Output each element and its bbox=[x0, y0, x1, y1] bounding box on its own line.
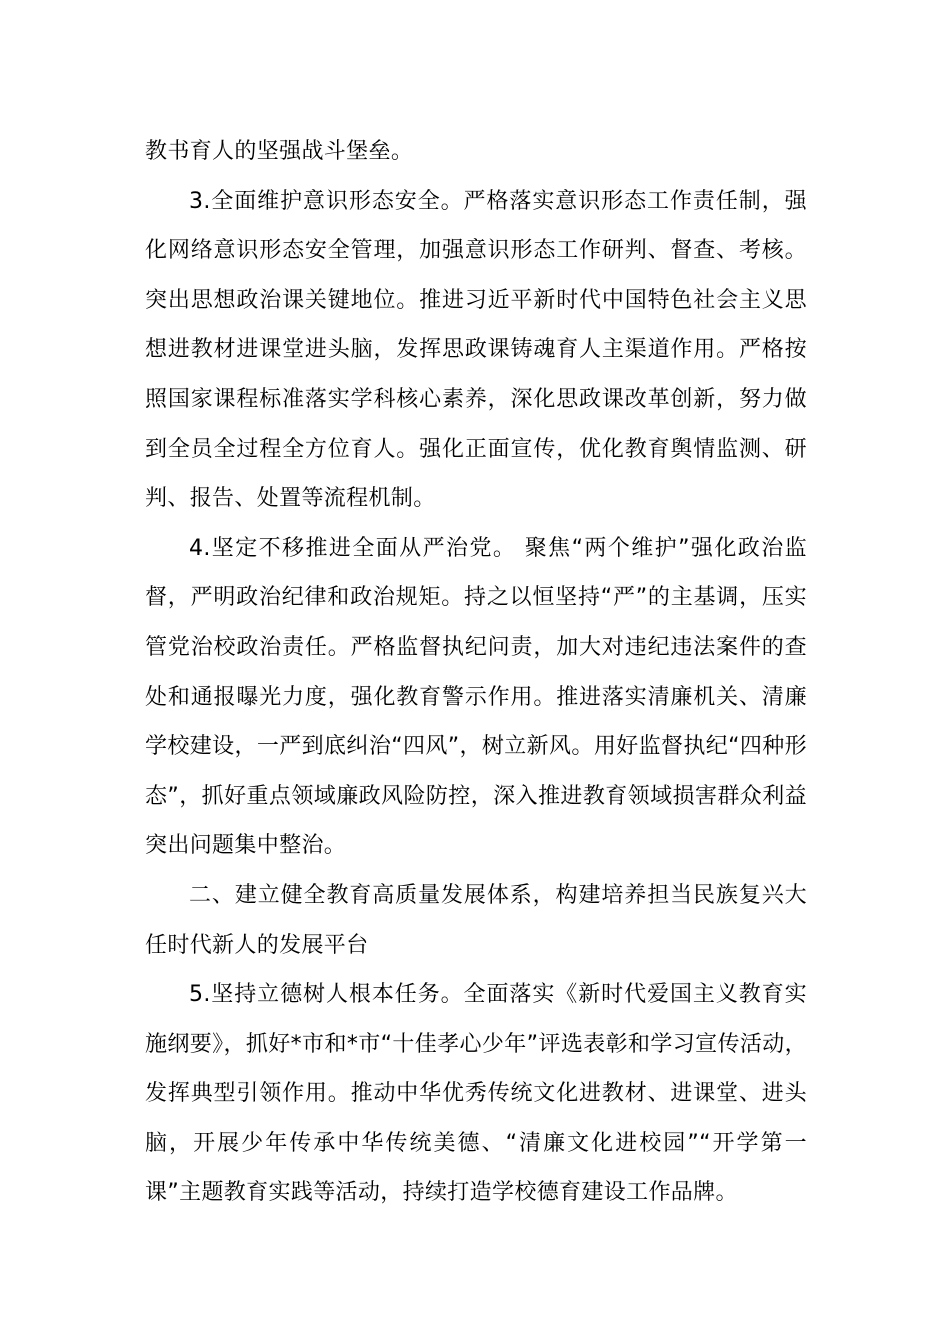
paragraph-moral-education: 5.坚持立德树人根本任务。全面落实《新时代爱国主义教育实施纲要》，抓好*市和*市“十佳孝心少年”评选表彰和学习宣传活动，发挥典型引领作用。推动中华优秀传统文化进教材、进课堂、进头脑，开展少年传承中华传统美德、“清廉文化进校园”“开学第一课”主题教育实践等活动，持续打造学校德育建设工作品牌。 bbox=[145, 982, 807, 1206]
paragraph-ideology-security: 3.全面维护意识形态安全。严格落实意识形态工作责任制，强化网络意识形态安全管理，加强意识形态工作研判、督查、考核。突出思想政治课关键地位。推进习近平新时代中国特色社会主义思想进教材进课堂进头脑，发挥思政课铸魂育人主渠道作用。严格按照国家课程标准落实学科核心素养，深化思政课改革创新，努力做到全员全过程全方位育人。强化正面宣传，优化教育舆情监测、研判、报告、处置等流程机制。 bbox=[145, 188, 807, 512]
section-heading-two: 二、建立健全教育高质量发展体系，构建培养担当民族复兴大任时代新人的发展平台 bbox=[145, 882, 807, 958]
paragraph-continuation: 教书育人的坚强战斗堡垒。 bbox=[145, 139, 414, 164]
paragraph-party-governance: 4.坚定不移推进全面从严治党。 聚焦“两个维护”强化政治监督，严明政治纪律和政治规矩。持之以恒坚持“严”的主基调，压实管党治校政治责任。严格监督执纪问责，加大对违纪违法案件的查处和通报曝光力度，强化教育警示作用。推进落实清廉机关、清廉学校建设，一严到底纠治“四风”，树立新风。用好监督执纪“四种形态”，抓好重点领域廉政风险防控，深入推进教育领域损害群众利益突出问题集中整治。 bbox=[145, 535, 807, 859]
document-body bbox=[145, 127, 807, 1218]
